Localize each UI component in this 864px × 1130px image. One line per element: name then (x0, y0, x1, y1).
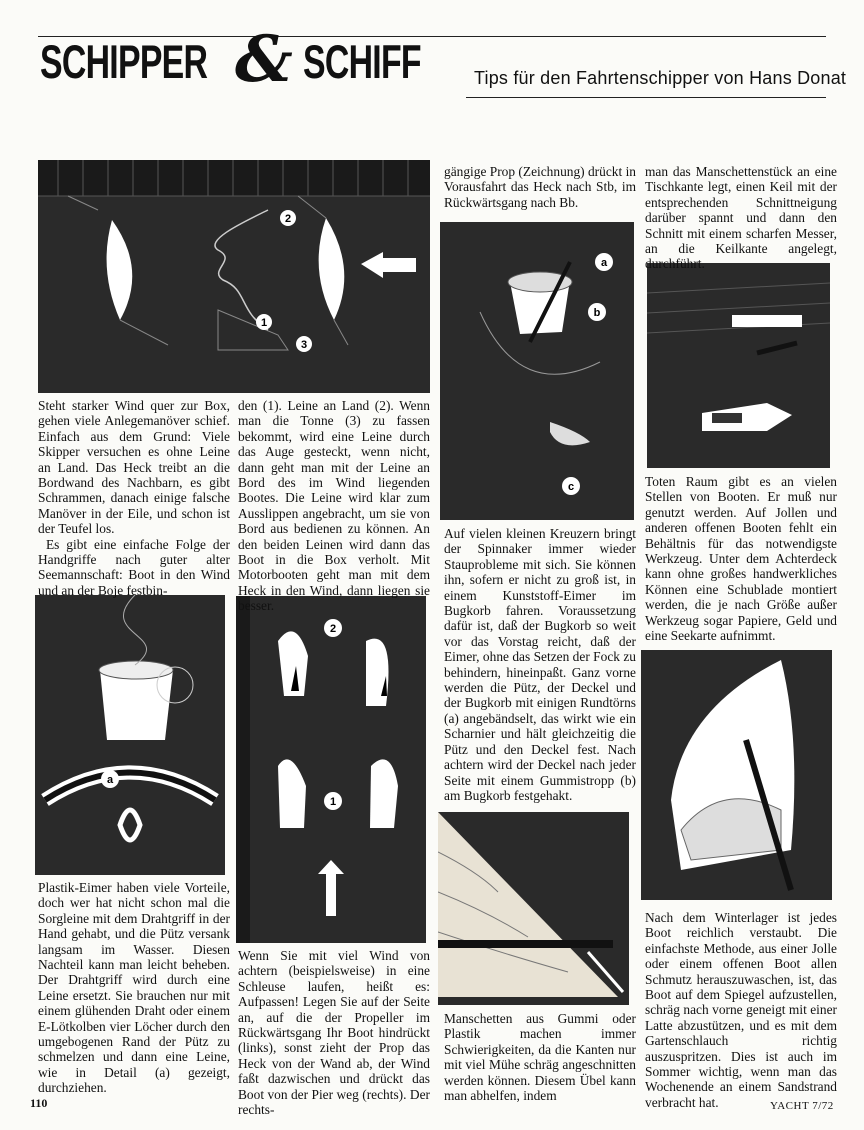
text-col3-top: gängige Prop (Zeichnung) drückt in Vorausfahrt das Heck nach Stb, im Rückwärtsgang nach Bb. (444, 164, 636, 210)
figure-drawer (647, 263, 830, 468)
label-2: 2 (284, 213, 292, 225)
label-a-spinnaker: a (600, 257, 608, 269)
label-a-bucket: a (106, 774, 114, 786)
text-col4-top: man das Manschettenstück an eine Tischkante legt, einen Keil mit der entsprechenden Schnittneigung darüber spannt und dann den Schnitt mit einem scharfen Messer, an die Keilkante angelegt, durchführt. (645, 164, 837, 272)
text-col4-mid: Toten Raum gibt es an vielen Stellen von Booten. Er muß nur genutzt werden. Auf Jollen und anderen offenen Booten fehlt ein Behältnis für das notwendigste Werkzeug. Unter dem Achterdeck kann ohne großes handwerkliches Können eine Schublade montiert werden, die je nach Größe außer Werkzeug sogar Papiere, Geld und eine Seekarte aufnimmt. (645, 474, 837, 644)
figure-dinghy (641, 650, 832, 900)
title-ampersand: & (235, 22, 293, 97)
text-col1-top-p2: Es gibt eine einfache Folge der Handgriffe nach guter alter Seemannschaft: Boot in den Wind und an der Boje festbin- (38, 536, 230, 598)
text-col2-top: den (1). Leine an Land (2). Wenn man die Tonne (3) zu fassen bekommt, wird eine Leine durch das Auge gesteckt, wenn nicht, dann geht man mit der Leine an Bord des im Wind liegenden Bootes. Die Leine wird klar zum Ausslippen angebracht, um sie von Bord aus bedienen zu können. An den beiden Leinen wird dann das Boot in die Box verholt. Mit Motorbooten geht man mit dem Heck in den Wind, dann liegen sie besser. (238, 398, 430, 614)
figure-mooring-box (38, 160, 430, 393)
title-schipper: SCHIPPER (40, 35, 208, 88)
figure-sleeve-cutting (438, 812, 629, 1005)
label-1: 1 (260, 317, 268, 329)
label-1-lock: 1 (329, 796, 337, 808)
text-col3-mid: Auf vielen kleinen Kreuzern bringt der Spinnaker immer wieder Stauprobleme mit sich. Sie können ihn, sofern er nicht zu groß ist, in einem Kunststoff-Eimer im Bugkorb fahren. Voraussetzung dafür ist, daß der Bugkorb so weit vor das Vorstag reicht, daß der Eimer, ohne das Setzen der Fock zu behindern, hineinpaßt. Ganz vorne werden die Pütz, der Deckel und der Bugkorb mit einigen Rundtörns (a) angebändselt, das wirkt wie ein Scharnier und hält gleichzeitig die Pütz und den Deckel fest. Nach achtern wird der Deckel nach jeder Seite mit einem Gummistropp (b) am Bugkorb festgehakt. (444, 526, 636, 803)
figure-bucket-rope (35, 595, 225, 875)
label-3: 3 (300, 339, 308, 351)
text-col1-top-p1: Steht starker Wind quer zur Box, gehen viele Anlegemanöver schief. Einfach aus dem Grund: Viele Skipper versuchen es ohne Leine an Land. Das Heck treibt an die Bordwand des Nachbarn, es gibt Schrammen, danach einige falsche Manöver in der Eile, und schon ist der Teufel los. (38, 398, 230, 537)
label-c: c (567, 481, 575, 493)
label-b: b (593, 307, 601, 319)
subtitle: Tips für den Fahrtenschipper von Hans Donat (474, 68, 847, 88)
text-col1-bottom: Plastik-Eimer haben viele Vorteile, doch wer hat nicht schon mal die Sorgleine mit dem Drahtgriff in der Hand gehabt, und die Pütz versank langsam im Wasser. Diesen Nachteil kann man leicht beheben. Der Drahtgriff wird durch eine Leine ersetzt. Sie brauchen nur mit einem glühenden Draht oder einem E-Lötkolben vier Löcher durch den umgebogenen Rand der Pütz zu schmelzen und dann eine Leine, wie in Detail (a) gezeigt, durchziehen. (38, 880, 230, 1096)
page-number: 110 (30, 1096, 48, 1110)
text-col1-top (38, 398, 230, 598)
text-col4-bottom: Nach dem Winterlager ist jedes Boot reichlich verstaubt. Die einfachste Methode, aus einer Jolle oder einem offenen Boot allen Schmutz herauszuwaschen, ist, das Boot auf dem Spiegel aufzustellen, schräg nach vorne geneigt mit einer Latte abzustützen, und es mit dem Gartenschlauch richtig auszuspritzen. Dies ist auch im Sommer wichtig, wenn man das Wochenende an einem Sandstrand verbracht hat. (645, 910, 837, 1110)
figure-spinnaker-bucket (440, 222, 634, 520)
title-schiff: SCHIFF (303, 35, 421, 88)
label-2-lock: 2 (329, 623, 337, 635)
figure-lock (236, 596, 426, 943)
magazine-issue: YACHT 7/72 (770, 1100, 834, 1112)
header-underline (466, 97, 826, 98)
text-col3-bottom: Manschetten aus Gummi oder Plastik machen immer Schwierigkeiten, da die Kanten nur mit viel Mühe schräg angeschnitten werden können. Diesem Übel kann man abhelfen, indem (444, 1011, 636, 1104)
text-col2-bottom: Wenn Sie mit viel Wind von achtern (beispielsweise) in eine Schleuse laufen, heißt es: Aufpassen! Legen Sie auf der Seite an, auf die der Propeller im Rückwärtsgang Ihr Boot hindrückt (links), sonst zieht der Prop das Heck von der Wand ab, der Wind faßt dazwischen und drückt das Boot von der Pier weg (rechts). Der rechts- (238, 948, 430, 1118)
